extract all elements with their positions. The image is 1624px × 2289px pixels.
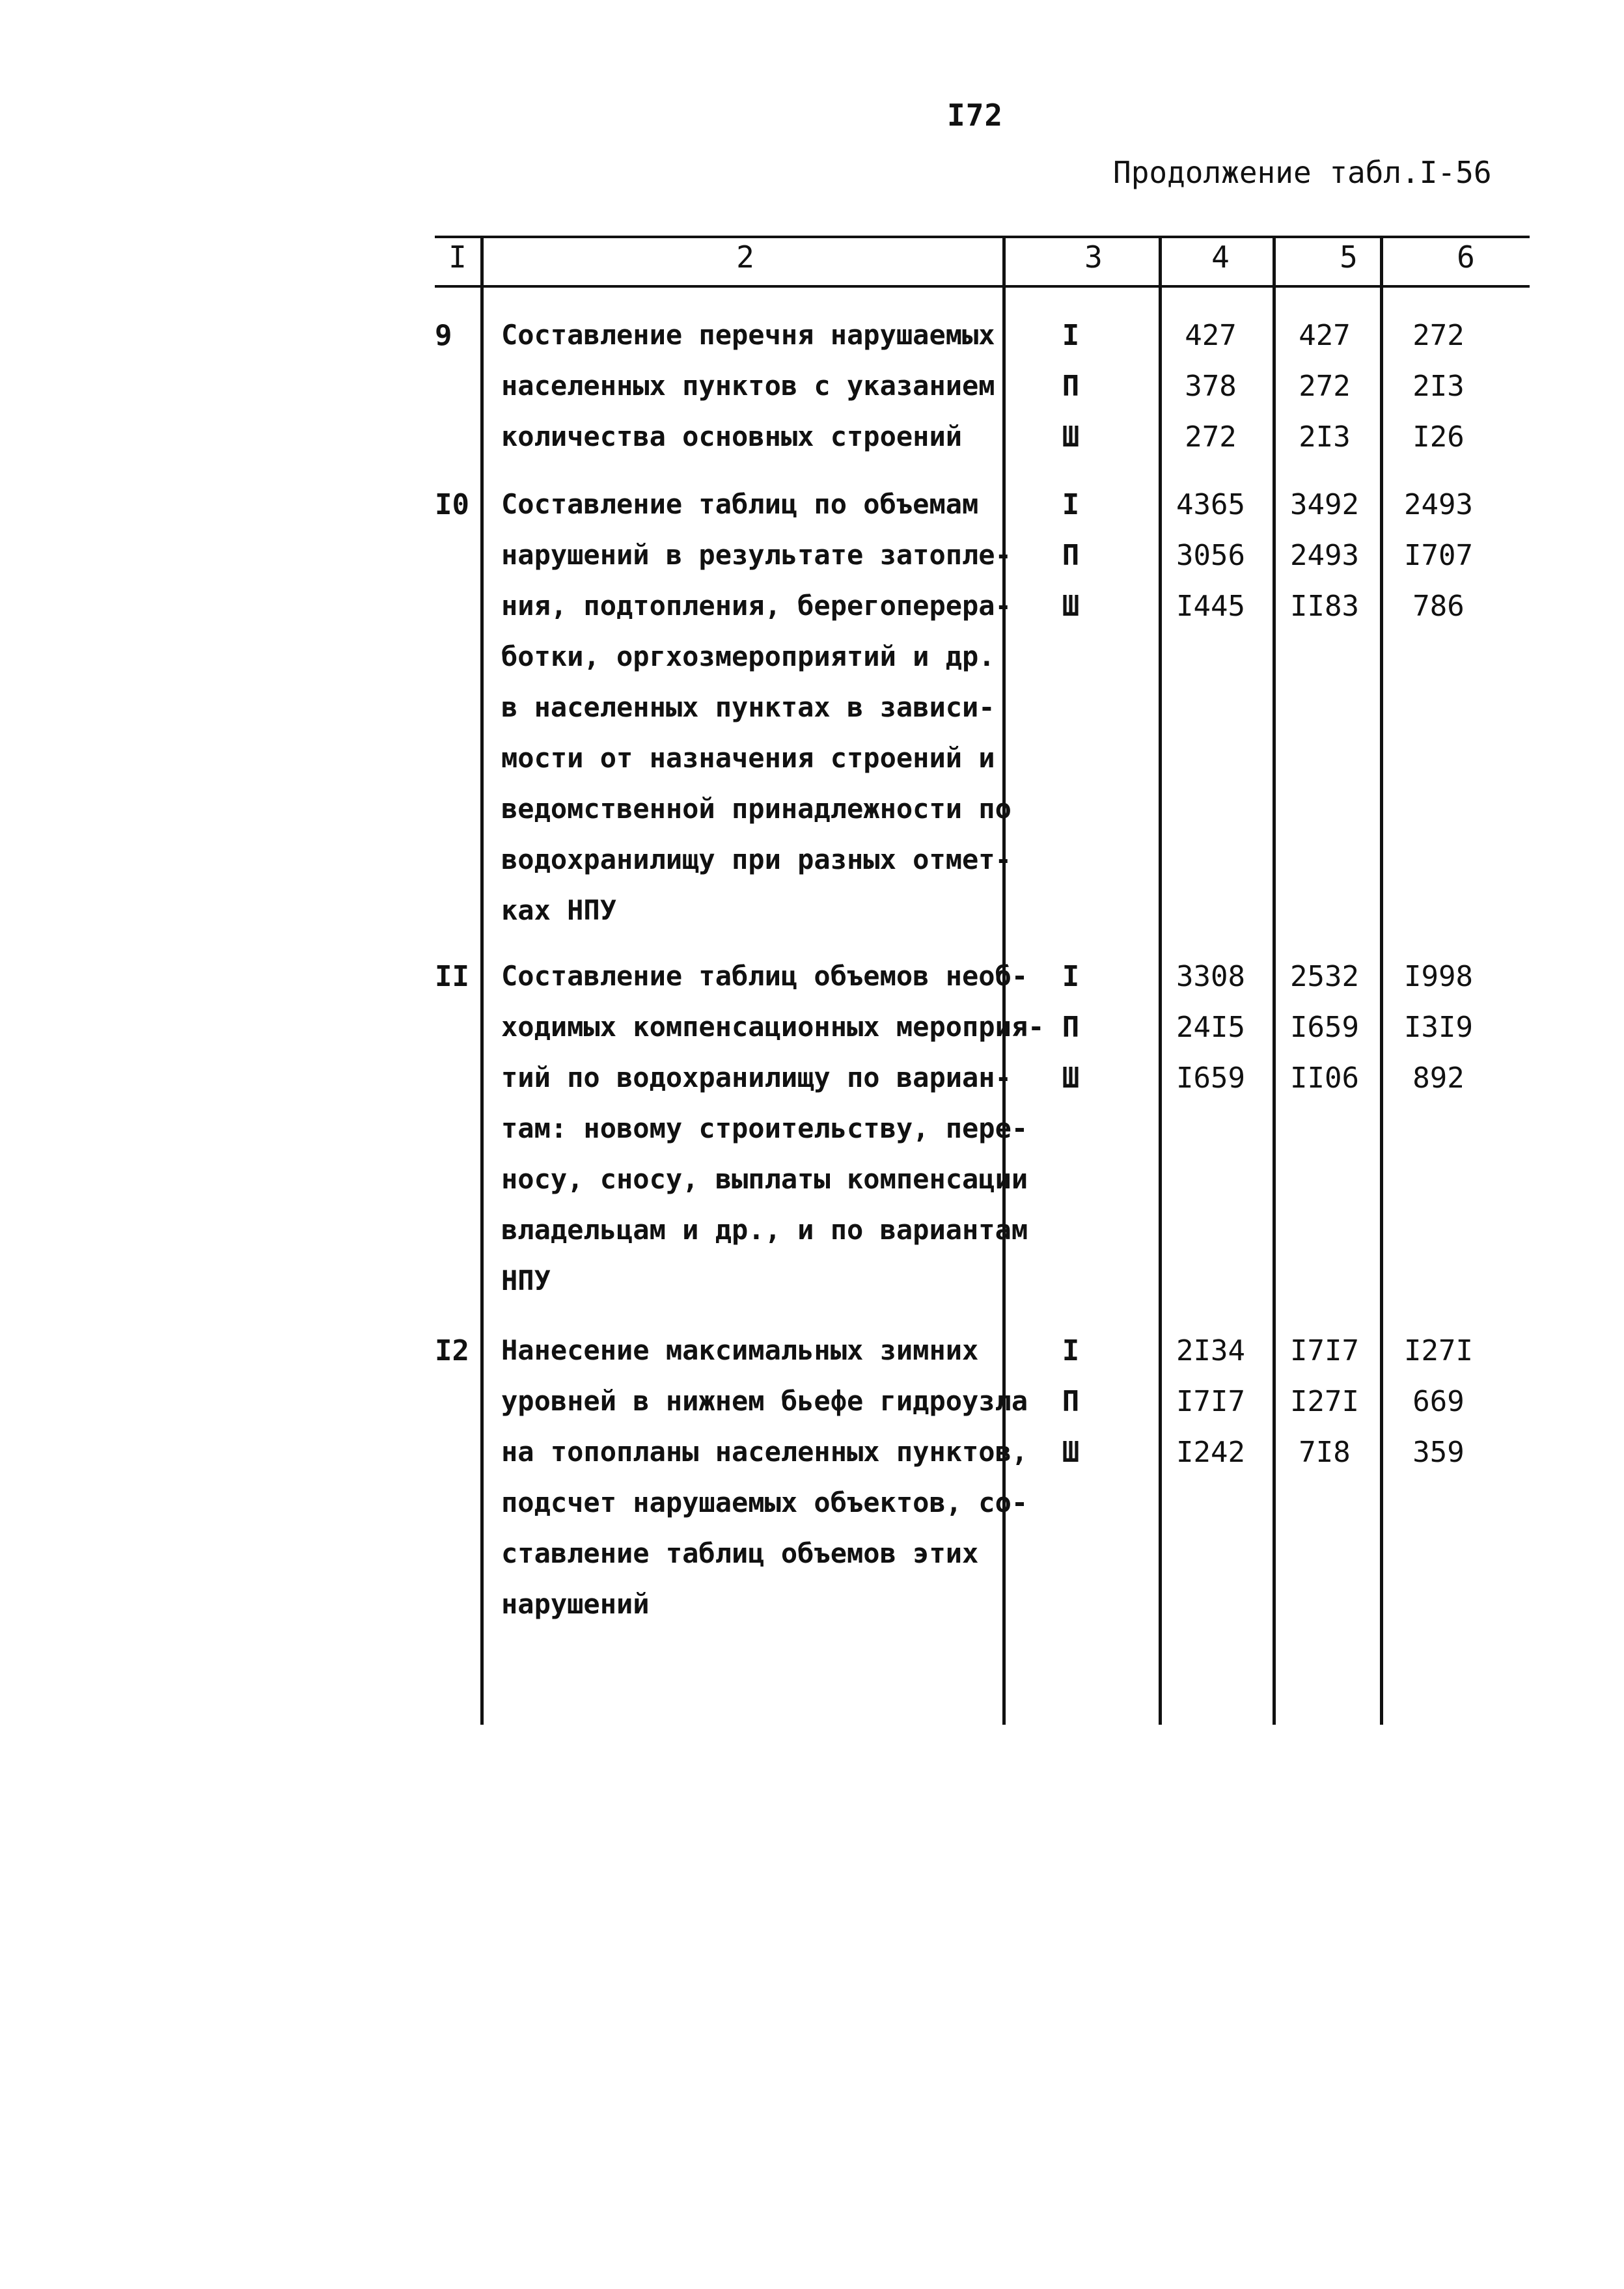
value-cell-col5: 2532: [1290, 960, 1359, 993]
value-cell-col4: 378: [1185, 370, 1237, 403]
value-cell-col5: 272: [1299, 370, 1351, 403]
value-cell-col5: 2I3: [1299, 420, 1351, 454]
row-description-line: нарушений в результате затопле-: [501, 539, 1012, 571]
value-cell-col4: 272: [1185, 420, 1237, 454]
row-description-line: населенных пунктов с указанием: [501, 370, 995, 402]
row-description-line: нарушений: [501, 1588, 650, 1620]
value-cell-col6: 669: [1412, 1385, 1465, 1418]
value-cell-col5: 3492: [1290, 488, 1359, 521]
row-description-line: уровней в нижнем бьефе гидроузла: [501, 1385, 1028, 1417]
value-cell-col6: 2493: [1404, 488, 1473, 521]
row-description-line: Составление таблиц по объемам: [501, 488, 979, 520]
row-number: 9: [435, 319, 452, 352]
category-cell: П: [1062, 539, 1080, 572]
value-cell-col4: I659: [1176, 1062, 1245, 1095]
row-description-line: ках НПУ: [501, 894, 617, 926]
value-cell-col6: I707: [1404, 539, 1473, 572]
column-header-2: 2: [736, 240, 754, 275]
column-header-5: 5: [1340, 240, 1358, 275]
value-cell-col4: 3056: [1176, 539, 1245, 572]
row-number: II: [435, 960, 469, 993]
value-cell-col4: 427: [1185, 319, 1237, 352]
table-header-rule: [435, 285, 1530, 288]
value-cell-col6: 272: [1412, 319, 1465, 352]
value-cell-col4: 24I5: [1176, 1011, 1245, 1044]
category-cell: Ш: [1062, 1062, 1080, 1095]
value-cell-col4: I445: [1176, 590, 1245, 623]
category-cell: Ш: [1062, 420, 1080, 454]
category-cell: П: [1062, 370, 1080, 403]
row-description-line: мости от назначения строений и: [501, 742, 995, 774]
row-description-line: НПУ: [501, 1265, 551, 1296]
row-description-line: в населенных пунктах в зависи-: [501, 691, 995, 723]
row-description-line: количества основных строений: [501, 420, 963, 452]
value-cell-col5: II06: [1290, 1062, 1359, 1095]
value-cell-col6: 359: [1412, 1436, 1465, 1469]
row-number: I0: [435, 488, 469, 521]
row-description-line: ния, подтопления, берегоперера-: [501, 590, 1012, 622]
value-cell-col6: 2I3: [1412, 370, 1465, 403]
category-cell: П: [1062, 1011, 1080, 1044]
value-cell-col6: I3I9: [1404, 1011, 1473, 1044]
row-description-line: там: новому строительству, пере-: [501, 1112, 1028, 1144]
column-divider-5: [1380, 236, 1383, 1725]
row-description-line: водохранилищу при разных отмет-: [501, 843, 1012, 875]
row-number: I2: [435, 1334, 469, 1367]
row-description-line: Составление таблиц объемов необ-: [501, 960, 1028, 992]
value-cell-col5: I27I: [1290, 1385, 1359, 1418]
value-cell-col6: I27I: [1404, 1334, 1473, 1367]
table-top-rule: [435, 236, 1530, 238]
value-cell-col4: 3308: [1176, 960, 1245, 993]
table-continuation-caption: Продолжение табл.I-56: [1113, 155, 1492, 190]
row-description-line: ботки, оргхозмероприятий и др.: [501, 640, 995, 672]
category-cell: П: [1062, 1385, 1080, 1418]
value-cell-col4: 2I34: [1176, 1334, 1245, 1367]
value-cell-col4: I7I7: [1176, 1385, 1245, 1418]
column-header-4: 4: [1211, 240, 1230, 275]
value-cell-col5: I7I7: [1290, 1334, 1359, 1367]
category-cell: Ш: [1062, 1436, 1080, 1469]
row-description-line: владельцам и др., и по вариантам: [501, 1214, 1028, 1246]
page-number: I72: [947, 98, 1004, 133]
row-description-line: ставление таблиц объемов этих: [501, 1537, 979, 1569]
value-cell-col4: I242: [1176, 1436, 1245, 1469]
category-cell: I: [1062, 960, 1080, 993]
column-header-1: I: [448, 240, 467, 275]
value-cell-col6: I26: [1412, 420, 1465, 454]
row-description-line: подсчет нарушаемых объектов, со-: [501, 1487, 1028, 1518]
category-cell: I: [1062, 319, 1080, 352]
column-header-6: 6: [1457, 240, 1475, 275]
value-cell-col5: 427: [1299, 319, 1351, 352]
row-description-line: Составление перечня нарушаемых: [501, 319, 995, 351]
value-cell-col5: II83: [1290, 590, 1359, 623]
value-cell-col5: 7I8: [1299, 1436, 1351, 1469]
row-description-line: Нанесение максимальных зимних: [501, 1334, 979, 1366]
row-description-line: носу, сносу, выплаты компенсации: [501, 1163, 1028, 1195]
value-cell-col5: I659: [1290, 1011, 1359, 1044]
value-cell-col4: 4365: [1176, 488, 1245, 521]
category-cell: Ш: [1062, 590, 1080, 623]
row-description-line: ходимых компенсационных мероприя-: [501, 1011, 1045, 1043]
value-cell-col6: I998: [1404, 960, 1473, 993]
column-divider-1: [480, 236, 484, 1725]
row-description-line: тий по водохранилищу по вариан-: [501, 1062, 1012, 1093]
row-description-line: ведомственной принадлежности по: [501, 793, 1012, 825]
value-cell-col6: 786: [1412, 590, 1465, 623]
column-divider-4: [1273, 236, 1276, 1725]
column-header-3: 3: [1084, 240, 1103, 275]
category-cell: I: [1062, 488, 1080, 521]
category-cell: I: [1062, 1334, 1080, 1367]
value-cell-col6: 892: [1412, 1062, 1465, 1095]
column-divider-3: [1159, 236, 1162, 1725]
row-description-line: на топопланы населенных пунктов,: [501, 1436, 1028, 1468]
value-cell-col5: 2493: [1290, 539, 1359, 572]
